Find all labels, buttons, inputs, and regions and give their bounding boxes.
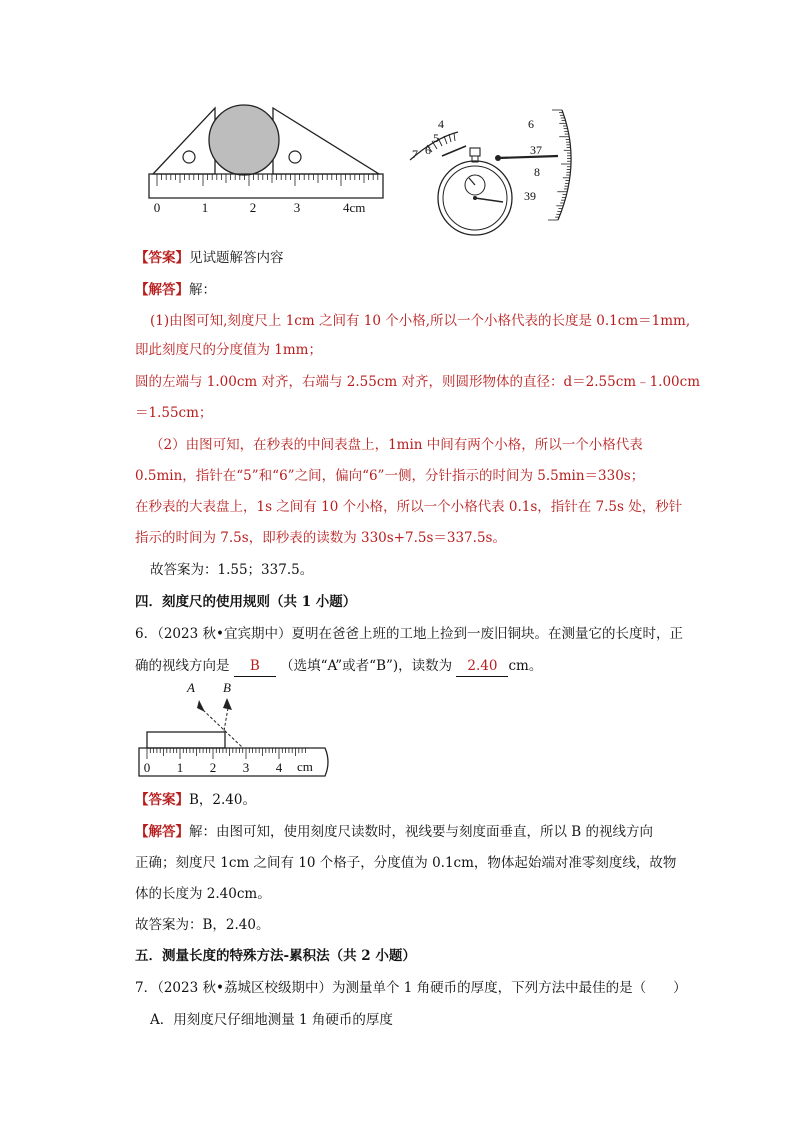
ruler-unit: cm xyxy=(297,759,313,774)
tick-label-3: 3 xyxy=(293,200,301,215)
solution-tag: 【解答】 xyxy=(135,824,189,840)
tick-1: 1 xyxy=(176,760,184,775)
q7-option-a: A．用刻度尺仔细地测量 1 角硬币的厚度 xyxy=(150,1012,393,1028)
dial-num-6-right: 6 xyxy=(528,117,534,131)
q6-stem-c: cm。 xyxy=(508,658,543,674)
tick-2: 2 xyxy=(209,760,217,775)
q5-answer-line xyxy=(135,248,284,268)
ruler-labels xyxy=(154,200,366,215)
q5-p2-line1: （2）由图可知，在秒表的中间表盘上，1min 中间有两个小格，所以一个小格代表 xyxy=(150,437,643,453)
left-triangle xyxy=(153,108,215,174)
q5-p1-line3: 圆的左端与 1.00cm 对齐，右端与 2.55cm 对齐，则圆形物体的直径：d＝2.55cm﹣1.00cm xyxy=(135,374,700,390)
tick-0: 0 xyxy=(143,760,151,775)
dial-num-39: 39 xyxy=(524,189,536,203)
solution-lead: 解： xyxy=(189,282,216,298)
tick-label-4: 4cm xyxy=(343,200,366,215)
tick-label-2: 2 xyxy=(249,200,257,215)
tick-4: 4 xyxy=(275,760,283,775)
sphere xyxy=(209,105,279,175)
second-dial-arc xyxy=(558,110,571,220)
ruler-body xyxy=(149,174,383,198)
q6-stem-line2 xyxy=(135,656,542,677)
dial-num-37: 37 xyxy=(530,143,542,157)
dial-num-7: 7 xyxy=(412,147,418,161)
solution-tag: 【解答】 xyxy=(135,282,189,298)
q5-p1-line2: 即此刻度尺的分度值为 1mm； xyxy=(135,342,322,358)
section5-title: 五．测量长度的特殊方法-累积法（共 2 小题） xyxy=(135,948,416,964)
q5-p2-line2: 0.5min，指针在“5”和“6”之间，偏向“6”一侧，分针指示的时间为 5.5min＝330s； xyxy=(135,468,645,484)
q5-p1-line1: (1)由图可知,刻度尺上 1cm 之间有 10 个小格,所以一个小格代表的长度是 0.1cm＝1mm, xyxy=(150,313,691,329)
stopwatch-crown xyxy=(470,148,480,156)
q7-stem: 7．（2023 秋•荔城区校级期中）为测量单个 1 角硬币的厚度，下列方法中最佳的是（ ） xyxy=(135,980,687,996)
label-A: A xyxy=(187,680,195,695)
q6-ruler-figure xyxy=(135,678,335,778)
sphere-ruler-figure xyxy=(145,100,385,225)
copper-block xyxy=(147,732,225,748)
dial-num-4: 4 xyxy=(438,117,444,131)
q6-blank-1: B xyxy=(234,656,276,677)
magnified-pointer xyxy=(498,156,558,158)
q5-p1-line4: ＝1.55cm； xyxy=(135,405,213,421)
section4-title: 四．刻度尺的使用规则（共 1 小题） xyxy=(135,594,357,610)
answer-tag: 【答案】 xyxy=(135,792,189,808)
q6-solution-line3: 体的长度为 2.40cm。 xyxy=(135,886,271,902)
q6-answer-line xyxy=(135,790,256,810)
ruler-ticks xyxy=(157,174,378,186)
tick-label-0: 0 xyxy=(153,200,161,215)
q6-blank-2: 2.40 xyxy=(456,656,508,677)
q6-final: 故答案为：B，2.40。 xyxy=(135,917,270,933)
q6-stem-line1: 6．（2023 秋•宜宾期中）夏明在爸爸上班的工地上捡到一废旧铜块。在测量它的长度时，正 xyxy=(135,626,683,642)
minute-dial-pointer xyxy=(442,146,466,156)
answer-text: 见试题解答内容 xyxy=(189,250,284,266)
second-hand xyxy=(475,198,503,202)
q6-solution-line1 xyxy=(135,822,653,842)
q5-p2-line4: 指示的时间为 7.5s，即秒表的读数为 330s+7.5s＝337.5s。 xyxy=(135,530,506,546)
dial-num-5: 5 xyxy=(433,131,439,145)
q6-stem-b: （选填“A”或者“B”)，读数为 xyxy=(280,658,453,674)
left-triangle-hole xyxy=(183,151,195,163)
q6-stem-a: 确的视线方向是 xyxy=(135,658,230,674)
q5-final: 故答案为：1.55；337.5。 xyxy=(150,562,314,578)
q5-p2-line3: 在秒表的大表盘上，1s 之间有 10 个小格，所以一个小格代表 0.1s，指针在 7.5s 处，秒针 xyxy=(135,499,683,515)
q5-solution-line xyxy=(135,280,216,300)
answer-tag: 【答案】 xyxy=(135,250,189,266)
q6-solution-line2: 正确；刻度尺 1cm 之间有 10 个格子，分度值为 0.1cm，物体起始端对准零刻度线，故物 xyxy=(135,855,677,871)
dial-num-6: 6 xyxy=(425,143,431,157)
tick-3: 3 xyxy=(242,760,250,775)
tick-label-1: 1 xyxy=(201,200,209,215)
right-triangle-hole xyxy=(289,151,301,163)
answer-text: B，2.40。 xyxy=(189,792,256,808)
stopwatch-figure xyxy=(400,108,590,238)
label-B: B xyxy=(223,680,231,695)
right-triangle xyxy=(273,108,379,174)
solution-text-1: 解：由图可知，使用刻度尺读数时，视线要与刻度面垂直，所以 B 的视线方向 xyxy=(189,824,654,840)
ruler-ticks xyxy=(147,748,305,759)
dial-num-8: 8 xyxy=(534,165,540,179)
